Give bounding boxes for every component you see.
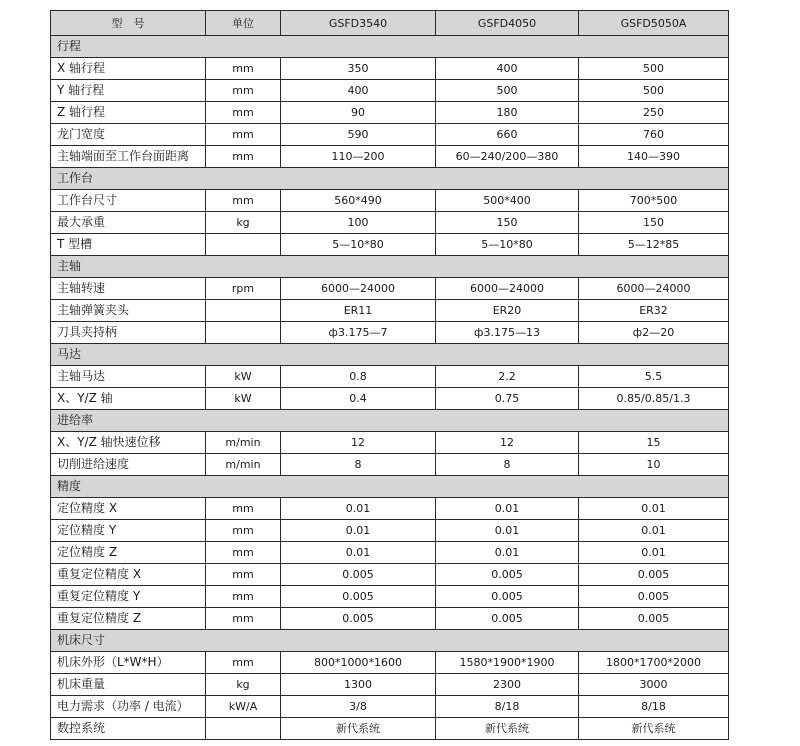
spec-value-model-2: 1580*1900*1900 bbox=[436, 652, 579, 674]
spec-label: 主轴端面至工作台面距离 bbox=[51, 146, 206, 168]
spec-label: 重复定位精度 Z bbox=[51, 608, 206, 630]
spec-table bbox=[50, 10, 729, 740]
spec-label: 机床重量 bbox=[51, 674, 206, 696]
spec-unit bbox=[206, 718, 281, 740]
table-row bbox=[51, 322, 729, 344]
spec-value-model-1: 8 bbox=[281, 454, 436, 476]
section-title: 进给率 bbox=[51, 410, 729, 432]
spec-unit bbox=[206, 322, 281, 344]
table-row bbox=[51, 58, 729, 80]
section-title: 主轴 bbox=[51, 256, 729, 278]
spec-value-model-2: 400 bbox=[436, 58, 579, 80]
spec-label: 切削进给速度 bbox=[51, 454, 206, 476]
section-title: 工作台 bbox=[51, 168, 729, 190]
spec-unit: mm bbox=[206, 586, 281, 608]
spec-value-model-3: 700*500 bbox=[579, 190, 729, 212]
spec-value-model-2: 8 bbox=[436, 454, 579, 476]
table-row bbox=[51, 564, 729, 586]
spec-label: 机床外形（L*W*H） bbox=[51, 652, 206, 674]
spec-label: 最大承重 bbox=[51, 212, 206, 234]
table-row bbox=[51, 212, 729, 234]
spec-value-model-2: 0.01 bbox=[436, 542, 579, 564]
spec-value-model-1: 0.005 bbox=[281, 564, 436, 586]
section-row bbox=[51, 344, 729, 366]
table-row bbox=[51, 586, 729, 608]
spec-value-model-2: 180 bbox=[436, 102, 579, 124]
spec-value-model-3: 250 bbox=[579, 102, 729, 124]
header-unit: 单位 bbox=[206, 11, 281, 36]
spec-unit: rpm bbox=[206, 278, 281, 300]
spec-unit: mm bbox=[206, 542, 281, 564]
spec-value-model-3: 0.005 bbox=[579, 586, 729, 608]
table-row bbox=[51, 102, 729, 124]
spec-unit: mm bbox=[206, 146, 281, 168]
spec-value-model-2: ф3.175—13 bbox=[436, 322, 579, 344]
table-row bbox=[51, 520, 729, 542]
table-row bbox=[51, 542, 729, 564]
spec-label: 主轴弹簧夹头 bbox=[51, 300, 206, 322]
spec-value-model-3: 0.85/0.85/1.3 bbox=[579, 388, 729, 410]
table-row bbox=[51, 454, 729, 476]
section-row bbox=[51, 410, 729, 432]
spec-unit: mm bbox=[206, 124, 281, 146]
spec-value-model-3: 0.01 bbox=[579, 498, 729, 520]
header-model-1: GSFD3540 bbox=[281, 11, 436, 36]
spec-value-model-2: 5—10*80 bbox=[436, 234, 579, 256]
spec-value-model-2: 8/18 bbox=[436, 696, 579, 718]
spec-label: 龙门宽度 bbox=[51, 124, 206, 146]
spec-unit: kg bbox=[206, 674, 281, 696]
spec-unit: mm bbox=[206, 102, 281, 124]
spec-unit: mm bbox=[206, 498, 281, 520]
spec-value-model-1: 0.005 bbox=[281, 608, 436, 630]
section-row bbox=[51, 476, 729, 498]
spec-unit: m/min bbox=[206, 432, 281, 454]
spec-unit: kg bbox=[206, 212, 281, 234]
spec-value-model-2: 0.01 bbox=[436, 498, 579, 520]
spec-label: 重复定位精度 X bbox=[51, 564, 206, 586]
spec-label: X、Y/Z 轴 bbox=[51, 388, 206, 410]
spec-value-model-3: 1800*1700*2000 bbox=[579, 652, 729, 674]
spec-value-model-3: 0.005 bbox=[579, 564, 729, 586]
spec-value-model-1: 12 bbox=[281, 432, 436, 454]
spec-value-model-1: 0.005 bbox=[281, 586, 436, 608]
header-row bbox=[51, 11, 729, 36]
spec-value-model-1: 新代系统 bbox=[281, 718, 436, 740]
spec-value-model-1: 0.4 bbox=[281, 388, 436, 410]
spec-value-model-1: 90 bbox=[281, 102, 436, 124]
spec-value-model-3: 140—390 bbox=[579, 146, 729, 168]
table-row bbox=[51, 146, 729, 168]
table-row bbox=[51, 718, 729, 740]
spec-value-model-3: 150 bbox=[579, 212, 729, 234]
table-row bbox=[51, 674, 729, 696]
header-model-2: GSFD4050 bbox=[436, 11, 579, 36]
spec-unit: mm bbox=[206, 608, 281, 630]
spec-value-model-3: 500 bbox=[579, 80, 729, 102]
spec-value-model-3: ф2—20 bbox=[579, 322, 729, 344]
spec-value-model-3: 5.5 bbox=[579, 366, 729, 388]
spec-label: X 轴行程 bbox=[51, 58, 206, 80]
spec-unit bbox=[206, 300, 281, 322]
spec-label: 数控系统 bbox=[51, 718, 206, 740]
spec-label: 重复定位精度 Y bbox=[51, 586, 206, 608]
spec-value-model-1: 560*490 bbox=[281, 190, 436, 212]
spec-value-model-2: 500*400 bbox=[436, 190, 579, 212]
table-row bbox=[51, 278, 729, 300]
table-row bbox=[51, 498, 729, 520]
spec-value-model-1: 6000—24000 bbox=[281, 278, 436, 300]
spec-label: X、Y/Z 轴快速位移 bbox=[51, 432, 206, 454]
spec-unit bbox=[206, 234, 281, 256]
spec-value-model-2: 新代系统 bbox=[436, 718, 579, 740]
spec-value-model-3: 5—12*85 bbox=[579, 234, 729, 256]
header-model-3: GSFD5050A bbox=[579, 11, 729, 36]
spec-value-model-3: 0.01 bbox=[579, 542, 729, 564]
spec-table-body bbox=[51, 36, 729, 740]
spec-value-model-2: 2.2 bbox=[436, 366, 579, 388]
spec-value-model-1: ER11 bbox=[281, 300, 436, 322]
spec-value-model-2: 0.005 bbox=[436, 564, 579, 586]
section-row bbox=[51, 630, 729, 652]
section-row bbox=[51, 168, 729, 190]
spec-value-model-3: 15 bbox=[579, 432, 729, 454]
spec-value-model-2: 150 bbox=[436, 212, 579, 234]
spec-unit: m/min bbox=[206, 454, 281, 476]
table-row bbox=[51, 300, 729, 322]
spec-label: 工作台尺寸 bbox=[51, 190, 206, 212]
spec-value-model-2: 2300 bbox=[436, 674, 579, 696]
section-title: 机床尺寸 bbox=[51, 630, 729, 652]
spec-value-model-3: 500 bbox=[579, 58, 729, 80]
spec-unit: mm bbox=[206, 190, 281, 212]
spec-value-model-3: 0.01 bbox=[579, 520, 729, 542]
spec-label: 定位精度 Z bbox=[51, 542, 206, 564]
spec-label: T 型槽 bbox=[51, 234, 206, 256]
spec-value-model-2: 0.005 bbox=[436, 608, 579, 630]
spec-value-model-1: 0.01 bbox=[281, 542, 436, 564]
spec-label: 定位精度 X bbox=[51, 498, 206, 520]
spec-value-model-1: 3/8 bbox=[281, 696, 436, 718]
spec-value-model-2: 0.005 bbox=[436, 586, 579, 608]
spec-value-model-2: ER20 bbox=[436, 300, 579, 322]
table-row bbox=[51, 608, 729, 630]
spec-value-model-2: 60—240/200—380 bbox=[436, 146, 579, 168]
spec-value-model-1: 0.01 bbox=[281, 498, 436, 520]
header-model: 型 号 bbox=[51, 11, 206, 36]
spec-label: Z 轴行程 bbox=[51, 102, 206, 124]
section-title: 行程 bbox=[51, 36, 729, 58]
spec-unit: kW/A bbox=[206, 696, 281, 718]
table-row bbox=[51, 388, 729, 410]
table-row bbox=[51, 124, 729, 146]
spec-value-model-1: 350 bbox=[281, 58, 436, 80]
spec-value-model-3: 8/18 bbox=[579, 696, 729, 718]
section-title: 精度 bbox=[51, 476, 729, 498]
spec-label: 主轴转速 bbox=[51, 278, 206, 300]
section-row bbox=[51, 256, 729, 278]
spec-label: 定位精度 Y bbox=[51, 520, 206, 542]
spec-label: 刀具夹持柄 bbox=[51, 322, 206, 344]
table-row bbox=[51, 696, 729, 718]
spec-value-model-3: 6000—24000 bbox=[579, 278, 729, 300]
spec-value-model-1: 100 bbox=[281, 212, 436, 234]
spec-unit: mm bbox=[206, 564, 281, 586]
spec-unit: kW bbox=[206, 388, 281, 410]
spec-value-model-1: 400 bbox=[281, 80, 436, 102]
spec-unit: mm bbox=[206, 652, 281, 674]
spec-unit: mm bbox=[206, 80, 281, 102]
spec-value-model-3: 10 bbox=[579, 454, 729, 476]
spec-value-model-1: 0.01 bbox=[281, 520, 436, 542]
spec-value-model-2: 0.01 bbox=[436, 520, 579, 542]
spec-label: Y 轴行程 bbox=[51, 80, 206, 102]
spec-unit: kW bbox=[206, 366, 281, 388]
spec-value-model-1: 110—200 bbox=[281, 146, 436, 168]
table-row bbox=[51, 190, 729, 212]
spec-label: 电力需求（功率 / 电流） bbox=[51, 696, 206, 718]
spec-value-model-1: 1300 bbox=[281, 674, 436, 696]
section-title: 马达 bbox=[51, 344, 729, 366]
spec-value-model-3: 3000 bbox=[579, 674, 729, 696]
spec-value-model-3: 新代系统 bbox=[579, 718, 729, 740]
spec-value-model-3: ER32 bbox=[579, 300, 729, 322]
table-row bbox=[51, 366, 729, 388]
spec-label: 主轴马达 bbox=[51, 366, 206, 388]
section-row bbox=[51, 36, 729, 58]
spec-value-model-1: 800*1000*1600 bbox=[281, 652, 436, 674]
spec-unit: mm bbox=[206, 58, 281, 80]
table-row bbox=[51, 652, 729, 674]
table-row bbox=[51, 432, 729, 454]
spec-value-model-2: 0.75 bbox=[436, 388, 579, 410]
spec-value-model-1: 5—10*80 bbox=[281, 234, 436, 256]
spec-value-model-2: 12 bbox=[436, 432, 579, 454]
spec-value-model-3: 0.005 bbox=[579, 608, 729, 630]
spec-value-model-1: 0.8 bbox=[281, 366, 436, 388]
spec-unit: mm bbox=[206, 520, 281, 542]
table-row bbox=[51, 234, 729, 256]
spec-value-model-2: 6000—24000 bbox=[436, 278, 579, 300]
table-row bbox=[51, 80, 729, 102]
spec-value-model-1: ф3.175—7 bbox=[281, 322, 436, 344]
spec-value-model-2: 660 bbox=[436, 124, 579, 146]
spec-value-model-1: 590 bbox=[281, 124, 436, 146]
spec-value-model-3: 760 bbox=[579, 124, 729, 146]
spec-value-model-2: 500 bbox=[436, 80, 579, 102]
